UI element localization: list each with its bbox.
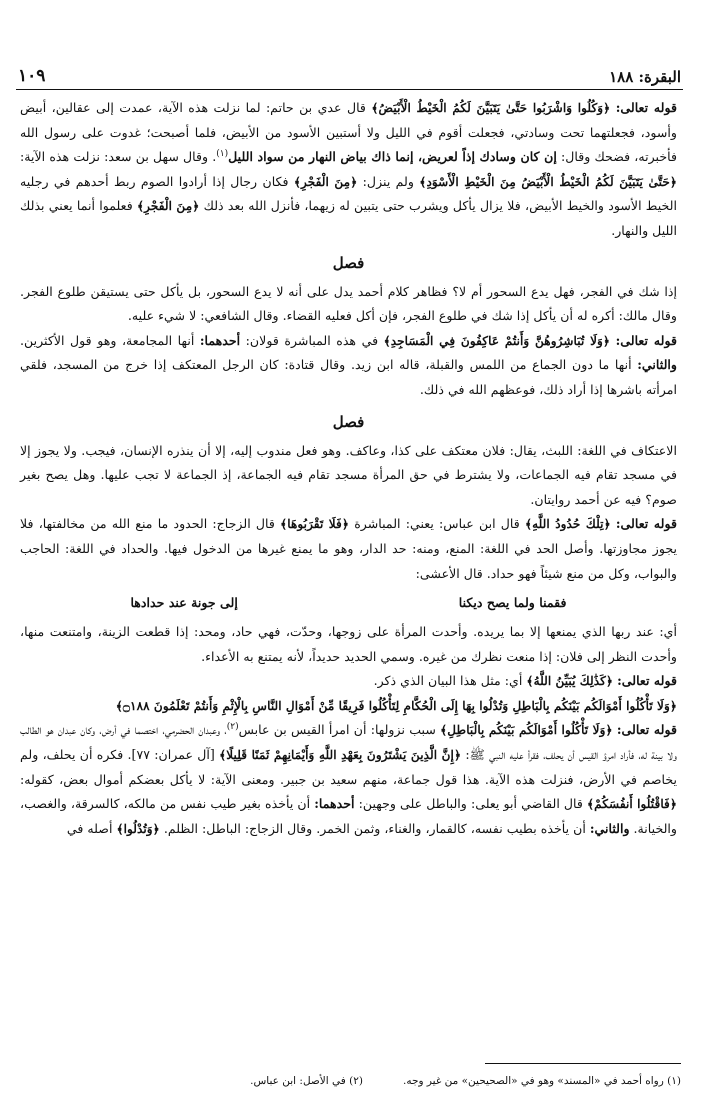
footnote-divider	[485, 1063, 681, 1064]
page-header	[18, 58, 681, 86]
hadith-quote: إن كان وسادك إذاً لعريض، إنما ذاك بياض النهار من سواد الليل	[228, 149, 557, 165]
poem-hemistich-2: إلى جونة عند حدادها	[130, 595, 238, 611]
footnote-ref: (١)	[216, 149, 229, 159]
paragraph-5	[20, 512, 677, 586]
paragraph-text: أن يأخذه بغير طيب نفس من مالكه، كالسرقة، والغصب، والخيانة.	[20, 796, 677, 836]
paragraph-text: قال الزجاج: الحدود ما منع الله من مخالفتها، فلا يجوز مجاوزتها. وأصل الحد في اللغة: المنع، ومنه: حد الدار، وهو ما يمنع غيرها من الدخول فيها. والحداد في اللغة: الحاجب والبواب، وكل من منع شيئاً فهو حداد. قال الأعشى:	[20, 516, 677, 581]
paragraph-text: أنها ما دون الجماع من اللمس والقبلة، قاله ابن زيد. وقال قتادة: كان الرجل المعتكف إذا خرج من المسجد، فلقي امرأته باشرها إذا أراد ذلك، فوعظهم الله في ذلك.	[20, 357, 677, 397]
paragraph-label: قوله تعالى:	[615, 100, 678, 115]
paragraph-text: أصله في	[66, 820, 117, 836]
quran-verse: ﴿وَتُدْلُوا﴾	[116, 821, 160, 836]
surah-reference: البقرة: ١٨٨	[609, 68, 681, 86]
footnote-row	[20, 1072, 681, 1090]
paragraph-text: فعلموا أنما يعني بذلك الليل والنهار.	[20, 198, 677, 238]
paragraph-4: الاعتكاف في اللغة: اللبث، يقال: فلان معتكف على كذا، وعاكف. وهو فعل مندوب إليه، إلا أن ينذره الإنسان، فيجب. ولا يجوز إلا في مسجد تقام فيه الجماعات، ولا يشترط في حق المرأة مسجد تقام فيه الجماعة، إذ الجماعة لا تجب عليها. وهل يصح بغير صوم؟ فيه عن أحمد روايتان.	[20, 442, 677, 507]
quran-verse: ﴿فَاقْتُلُوا أَنفُسَكُمْ﴾	[586, 797, 677, 812]
second-opinion-label: والثاني:	[589, 820, 630, 836]
paragraph-text: سبب نزولها: أن امرأ القيس بن عابس	[238, 722, 441, 738]
main-verse-block: ﴿وَلَا تَأْكُلُوا أَمْوَالَكُم بَيْنَكُم بِالْبَاطِلِ وَتُدْلُوا بِهَا إِلَى الْحُكَّامِ لِتَأْكُلُوا فَرِيقًا مِّنْ أَمْوَالِ النَّاسِ بِالْإِثْمِ وَأَنتُمْ تَعْلَمُونَ ۝١٨٨﴾	[115, 698, 677, 713]
page-body	[20, 96, 677, 841]
paragraph-7	[20, 669, 677, 694]
quran-verse: ﴿وَلَا تَأْكُلُوا أَمْوَالَكُم بَيْنَكُم بِالْبَاطِلِ﴾	[440, 723, 613, 738]
quran-verse: ﴿إِنَّ الَّذِينَ يَشْتَرُونَ بِعَهْدِ اللَّهِ وَأَيْمَانِهِمْ ثَمَنًا قَلِيلًا﴾	[219, 748, 462, 763]
quran-verse: ﴿تِلْكَ حُدُودُ اللَّهِ﴾	[524, 517, 611, 532]
footnotes	[20, 1072, 681, 1090]
paragraph-text: أي: مثل هذا البيان الذي ذكر.	[373, 673, 527, 689]
paragraph-3	[20, 329, 677, 403]
quran-verse: ﴿مِنَ الْفَجْرِ﴾	[293, 174, 358, 189]
quran-verse: ﴿وَلَا تُبَاشِرُوهُنَّ وَأَنتُمْ عَاكِفُونَ فِي الْمَسَاجِدِ﴾	[383, 333, 611, 348]
paragraph-text: في هذه المباشرة قولان:	[240, 332, 384, 348]
quran-verse: ﴿مِنَ الْفَجْرِ﴾	[136, 199, 200, 214]
paragraph-text: فكان رجال إذا أرادوا الصوم ربط أحدهم في رجليه الخيط الأسود والخيط الأبيض، فلا يزال يأكل ويشرب حتى يتبين له زيهما، فأنزل الله بعد ذلك	[20, 173, 678, 214]
quran-verse: ﴿حَتَّىٰ يَتَبَيَّنَ لَكُمُ الْخَيْطُ الْأَبْيَضُ مِنَ الْخَيْطِ الْأَسْوَدِ﴾	[419, 174, 678, 189]
section-heading: فصل	[332, 412, 365, 431]
footnote-1: (١) رواه أحمد في «المسند» وهو في «الصحيحين» من غير وجه.	[403, 1075, 681, 1087]
paragraph-text: قال ابن عباس: يعني: المباشرة	[349, 516, 525, 532]
verse-reference: [آل عمران: ٧٧]	[131, 747, 220, 763]
poem-hemistich-1: فقمنا ولما يصح ديكنا	[458, 595, 567, 611]
paragraph-text: . فكره أن يحلف، ولم يخاصم في الأرض، فنزلت هذه الآية. هذا قول جماعة، منهم سعيد بن جبير. ومعنى الآية: لا يأكل بعضكم أموال بعض، كقوله:	[20, 747, 677, 787]
paragraph-text: قال عدي بن حاتم: لما نزلت هذه الآية، عمدت إلى عقالين، أبيض وأسود، فجعلتهما تحت وسادتي، فجعلت أقوم في الليل ولا أستبين الأسود من الأبيض، فلما أصبحت؛ غدوت على رسول الله فأخبرته، فضحك وقال:	[20, 100, 677, 165]
footnote-2: (٢) في الأصل: ابن عباس.	[250, 1075, 364, 1087]
poem-verse	[20, 588, 677, 618]
paragraph-label: قوله تعالى:	[617, 673, 677, 689]
section-heading: فصل	[332, 253, 365, 272]
quran-verse: ﴿فَلَا تَقْرَبُوهَا﴾	[280, 517, 350, 532]
first-opinion-label: أحدهما:	[314, 796, 355, 812]
first-opinion-label: أحدهما:	[199, 332, 241, 348]
page-number: ١٠٩	[18, 66, 46, 86]
quran-verse: ﴿وَكُلُوا وَاشْرَبُوا حَتَّىٰ يَتَبَيَّنَ لَكُمُ الْخَيْطُ الْأَبْيَضُ﴾	[371, 101, 611, 115]
paragraph-6: أي: عند ربها الذي يمنعها إلا بما يريده. وأحدت المرأة على زوجها، وحدّت، فهي حاد، ومحد: إذا قطعت الزينة، وامتنعت منها، وأحدت النظر إلى فلان: إذا منعت نظرك من غيره. وسمي الحديد حديداً، لأنه يمتنع به الأعداء.	[20, 624, 677, 664]
second-opinion-label: والثاني:	[637, 357, 677, 373]
paragraph-text: قال القاضي أبو يعلى: والباطل على وجهين:	[354, 796, 587, 812]
paragraph-1	[20, 96, 677, 244]
paragraph-9	[20, 718, 677, 841]
paragraph-text: أن يأخذه بطيب نفسه، كالقمار، والغناء، وثمن الخمر. وقال الزجاج: الباطل: الظلم.	[159, 820, 590, 836]
paragraph-text: . وقال سهل بن سعد: نزلت هذه الآية:	[20, 149, 217, 165]
header-divider	[16, 89, 683, 90]
paragraph-text: ولم ينزل:	[357, 173, 420, 189]
paragraph-text: ، وعبدان الحضرمي، اختصما في أرض، وكان عبدان هو الطالب ولا بينة له، فأراد امرؤ القيس أن يحلف، فقرأ عليه النبي ﷺ:	[20, 722, 677, 763]
quran-verse: ﴿كَذَٰلِكَ يُبَيِّنُ اللَّهُ﴾	[526, 674, 614, 689]
paragraph-label: قوله تعالى:	[615, 516, 677, 532]
paragraph-text: أنها المجامعة، وهو قول الأكثرين.	[20, 332, 200, 348]
paragraph-label: قوله تعالى:	[616, 722, 677, 738]
paragraph-2: إذا شك في الفجر، فهل يدع السحور أم لا؟ فظاهر كلام أحمد يدل على أنه لا يدع السحور، بل يأكل حتى يستيقن طلوع الفجر. وقال مالك: أكره له أن يأكل إذا شك في طلوع الفجر، فإن أكل فعليه القضاء. وقال الشافعي: لا شيء عليه.	[20, 283, 677, 324]
paragraph-label: قوله تعالى:	[615, 332, 677, 348]
footnote-ref: (٢)	[226, 722, 239, 733]
